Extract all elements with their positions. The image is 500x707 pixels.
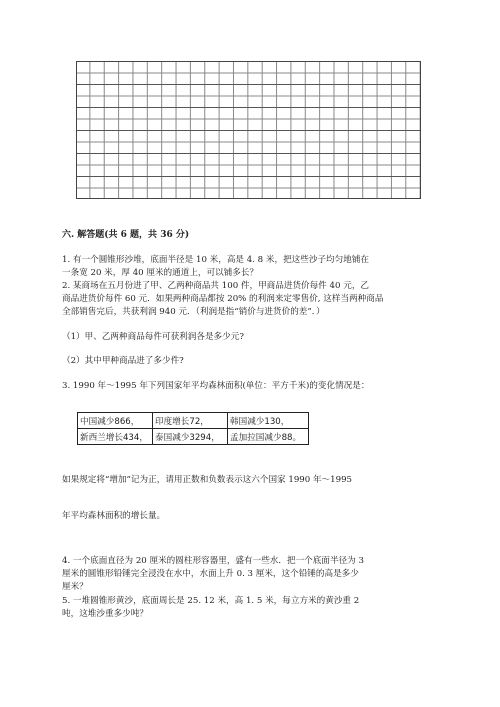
question-4-line: 厘米的圆锥形铅锤完全浸没在水中，水面上升 0. 3 厘米，这个铅锤的高是多少	[62, 569, 359, 579]
question-4-line: 4. 一个底面直径为 20 厘米的圆柱形容器里，盛有一些水．把一个底面半径为 3	[62, 556, 364, 566]
grid-divider	[77, 130, 420, 131]
grid-divider	[77, 84, 420, 85]
grid-divider	[77, 153, 420, 154]
question-2-line: 全部销售完后，共获利润 940 元．（利润是指“销价与进货价的差”．）	[62, 307, 325, 317]
question-4-line: 厘米？	[62, 582, 88, 592]
question-5-line: 吨，这堆沙重多少吨？	[62, 609, 148, 619]
table-row	[78, 413, 309, 429]
table-cell: 韩国减少130，	[228, 413, 309, 429]
grid-divider	[77, 176, 420, 177]
question-2-sub1: （1）甲、乙两种商品每件可获利润各是多少元?	[62, 332, 244, 342]
question-3-task: 如果规定将“增加”记为正，请用正数和负数表示这六个国家 1990 年～1995	[62, 475, 353, 485]
question-2-line: 商品进货价每件 60 元．如果两种商品都按 20% 的利润来定零售价, 这样当两种商品	[62, 294, 384, 304]
table-cell: 新西兰增长434，	[78, 429, 153, 445]
table-cell: 印度增长72，	[153, 413, 228, 429]
table-cell: 孟加拉国减少88。	[228, 429, 309, 445]
question-1-line: 1. 有一个圆锥形沙堆，底面半径是 10 米，高是 4. 8 米，把这些沙子均匀地铺在	[62, 255, 370, 265]
table-cell: 泰国减少3294，	[153, 429, 228, 445]
answer-grid	[76, 61, 421, 199]
question-5-line: 5. 一堆圆锥形黄沙，底面周长是 25. 12 米，高 1. 5 米，每立方米的黄沙重 2	[62, 596, 360, 606]
question-2-sub2: （2）其中甲种商品进了多少件?	[62, 356, 184, 366]
table-row	[78, 429, 309, 445]
question-3-task: 年平均森林面积的增长量。	[62, 511, 166, 521]
question-3-intro: 3. 1990 年～1995 年下列国家年平均森林面积(单位：平方千米)的变化情况是：	[62, 381, 370, 391]
forest-area-table	[77, 412, 309, 445]
question-1-line: 一条宽 20 米，厚 40 厘米的通道上，可以铺多长？	[62, 268, 259, 278]
question-2-line: 2. 某商场在五月份进了甲、乙两种商品共 100 件，甲商品进货价每件 40 元，乙	[62, 281, 370, 291]
table-cell: 中国减少866，	[78, 413, 153, 429]
section-title: 六. 解答题(共 6 题，共 36 分)	[62, 230, 190, 240]
grid-divider	[77, 107, 420, 108]
